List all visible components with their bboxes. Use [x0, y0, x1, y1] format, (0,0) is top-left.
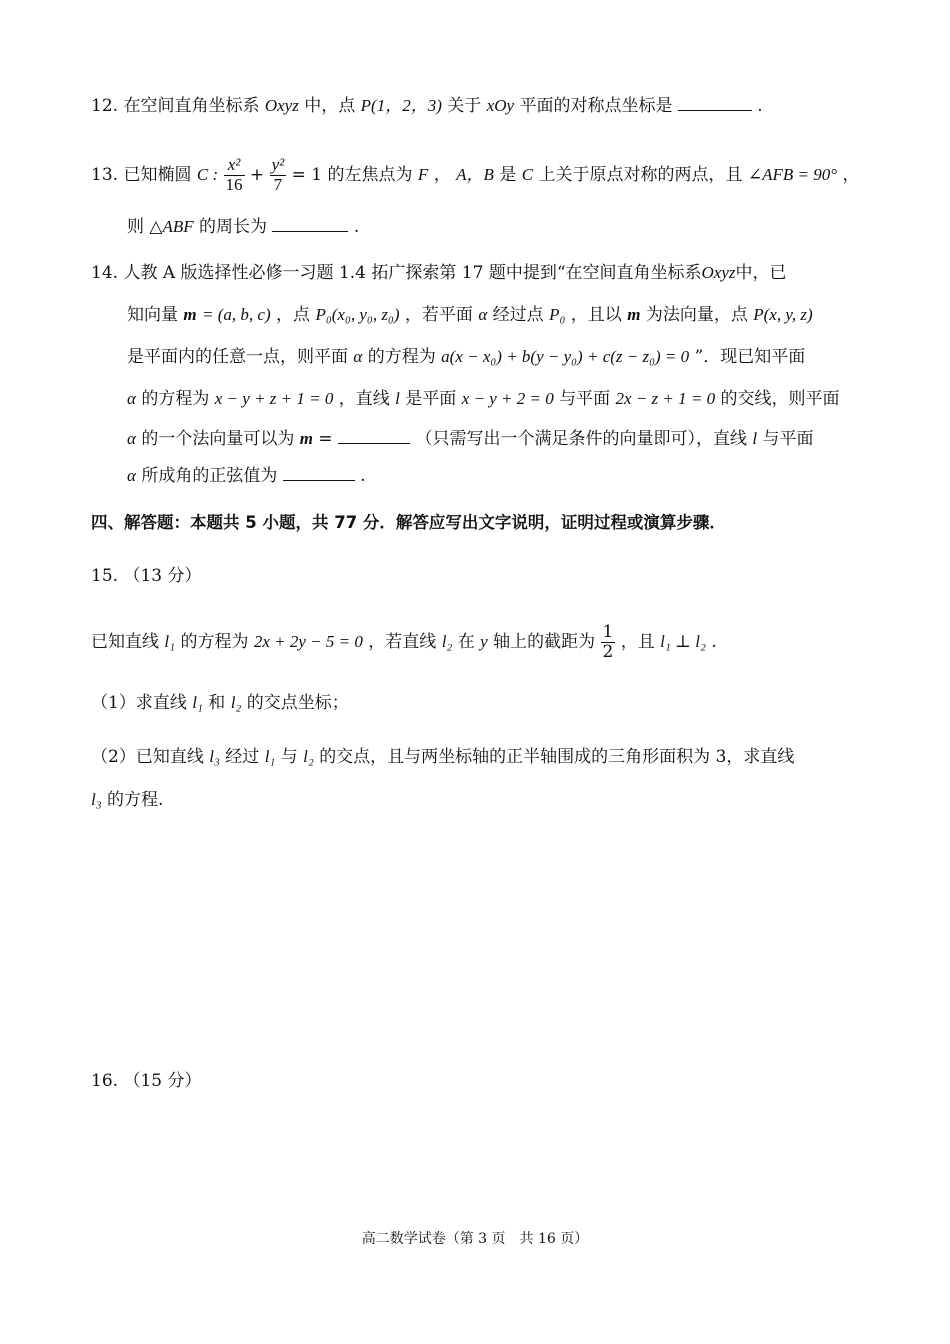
- answer-blank: [272, 213, 348, 232]
- q13-text: 则: [127, 217, 144, 237]
- q14-text: 人教 A 版选择性必修一习题 1.4 拓广探索第 17 题中提到“在空间直角坐标系: [123, 263, 702, 283]
- q12-number: 12.: [91, 96, 119, 116]
- alpha: α: [478, 305, 488, 324]
- q12-text: 关于: [447, 96, 482, 116]
- q13-plus: +: [249, 165, 265, 185]
- alpha: α: [127, 466, 136, 485]
- line-l2: l₂: [230, 693, 242, 712]
- vector-m: m: [183, 305, 197, 324]
- q14-text: 中，已: [735, 263, 787, 283]
- q13-text: 是: [499, 165, 517, 185]
- page-footer: 高二数学试卷（第 3 页 共 16 页）: [361, 1231, 589, 1247]
- q14-text: 的一个法向量可以为: [141, 429, 295, 449]
- section-4-heading: 四、解答题：本题共 5 小题，共 77 分．解答应写出文字说明，证明过程或演算步骤．: [91, 513, 726, 532]
- q15-text: 的方程为: [180, 632, 249, 652]
- q14-text: 经过点: [492, 305, 544, 325]
- question-16-header: 16. （15 分）: [91, 1071, 202, 1091]
- q14-plane-equation: a(x − x₀) + b(y − y₀) + c(z − z₀) = 0: [441, 347, 690, 366]
- question-14-line-4: [127, 386, 840, 412]
- q15-text: ，若直线: [368, 632, 437, 652]
- fraction-numerator: x²: [224, 156, 245, 176]
- q13-fraction-x: [224, 156, 245, 194]
- line-l3: l₃: [209, 747, 220, 766]
- q14-equation: 2x − z + 1 = 0: [615, 389, 716, 408]
- q14-end: .: [360, 466, 366, 486]
- question-15-header: 15. （13 分）: [91, 566, 202, 586]
- q14-equals: =: [318, 429, 333, 449]
- question-13-line-2: [127, 213, 359, 240]
- line-l: l: [752, 429, 758, 448]
- q14-text: ，直线: [338, 389, 390, 409]
- q13-fraction-y: [270, 156, 287, 194]
- q12-system: Oxyz: [264, 96, 299, 115]
- q15-text: 的交点，且与两坐标轴的正半轴围成的三角形面积为 3，求直线: [319, 747, 795, 767]
- question-14-line-5: [127, 425, 814, 452]
- q14-point-p0: P₀: [549, 305, 566, 324]
- fraction-numerator: 1: [602, 622, 614, 643]
- q14-number: 14.: [91, 263, 119, 283]
- fraction-denominator: 16: [225, 175, 243, 194]
- q14-text: 的方程为: [367, 347, 436, 367]
- q14-text: （只需写出一个满足条件的向量即可），直线: [415, 429, 747, 449]
- q15-text: .: [711, 632, 717, 652]
- q14-text: 知向量: [127, 305, 178, 325]
- y-axis: y: [480, 632, 488, 651]
- question-15-part-2: [91, 744, 794, 770]
- question-15-part-1: [91, 690, 349, 716]
- q14-text: ，点: [276, 305, 311, 325]
- q12-text: 平面的对称点坐标是: [519, 96, 673, 116]
- q14-text: ，若平面: [404, 305, 473, 325]
- alpha: α: [127, 429, 136, 448]
- question-12: [91, 92, 763, 119]
- q13-text: 已知椭圆: [123, 165, 192, 185]
- q14-system: Oxyz: [701, 263, 736, 282]
- q13-angle: ∠AFB = 90°: [747, 165, 838, 184]
- q14-point-p0: P₀(x₀, y₀, z₀): [315, 305, 400, 324]
- q14-point-p: P(x, y, z): [753, 305, 813, 324]
- q14-text: 的方程为: [141, 389, 210, 409]
- question-14-line-2: [127, 302, 813, 328]
- q15-perpendicular: l₁ ⊥ l₂: [660, 632, 706, 651]
- q13-number: 13.: [91, 165, 119, 185]
- line-l: l: [395, 389, 400, 408]
- q15-text: （2）已知直线: [91, 747, 204, 767]
- q13-focus: F: [417, 165, 429, 184]
- fraction-numerator: y²: [271, 155, 285, 175]
- alpha: α: [127, 389, 136, 408]
- q13-text: 的周长为: [199, 217, 268, 237]
- q14-equation: x − y + z + 1 = 0: [214, 389, 334, 408]
- question-15-part-2-line-2: [91, 787, 163, 813]
- line-l1: l₁: [264, 747, 276, 766]
- q15-text: ，且: [620, 632, 655, 652]
- q15-fraction: [601, 623, 616, 661]
- q14-text: 与平面: [559, 389, 611, 409]
- q13-curve-ref: C: [521, 165, 534, 184]
- q14-text: 为法向量，点: [645, 305, 748, 325]
- question-15-stem: [91, 620, 717, 664]
- q15-text: 已知直线: [91, 632, 159, 652]
- q15-text: 的交点坐标；: [246, 693, 349, 713]
- q13-text: ，: [842, 165, 860, 185]
- q14-text: ”．现已知平面: [694, 347, 806, 367]
- q12-text: 在空间直角坐标系: [123, 96, 260, 116]
- q12-point: P(1，2，3): [360, 96, 442, 115]
- q15-text: 的方程.: [107, 790, 164, 810]
- q13-text: 上关于原点对称的两点，且: [538, 165, 743, 185]
- q14-text: ，且以: [570, 305, 622, 325]
- question-13: [91, 153, 859, 197]
- fraction-denominator: 7: [273, 175, 283, 194]
- q15-text: （1）求直线: [91, 693, 187, 713]
- question-14-line-3: [127, 344, 805, 370]
- q13-text: 的左焦点为: [327, 165, 413, 185]
- q15-text: 和: [208, 693, 226, 713]
- line-l1: l₁: [192, 693, 203, 712]
- q15-text: 在: [457, 632, 475, 652]
- answer-blank: [283, 462, 355, 481]
- question-14-line-6: [127, 462, 366, 489]
- q14-text: 所成角的正弦值为: [141, 466, 278, 486]
- q14-text: 是平面内的任意一点，则平面: [127, 347, 348, 367]
- line-l1: l₁: [164, 632, 176, 651]
- q13-end: .: [353, 217, 360, 237]
- question-14: [91, 260, 787, 286]
- q12-text: 中，点: [304, 96, 356, 116]
- q15-text: 与: [280, 747, 298, 767]
- q13-points: A，B: [456, 165, 494, 184]
- q15-text: 经过: [225, 747, 260, 767]
- answer-blank: [678, 92, 752, 111]
- line-l3: l₃: [91, 790, 102, 809]
- q13-triangle: △ABF: [149, 217, 194, 236]
- q14-text: 是平面: [405, 389, 457, 409]
- q13-equals: = 1: [291, 165, 323, 185]
- answer-blank: [338, 425, 410, 444]
- q12-end: .: [757, 96, 763, 116]
- q14-text: 的交线，则平面: [720, 389, 840, 409]
- vector-m: m: [299, 429, 313, 448]
- alpha: α: [353, 347, 363, 366]
- line-l2: l₂: [441, 632, 453, 651]
- q15-text: 轴上的截距为: [493, 632, 596, 652]
- q13-text: ，: [433, 165, 451, 185]
- q14-equation: x − y + 2 = 0: [461, 389, 554, 408]
- fraction-denominator: 2: [602, 642, 614, 662]
- q15-equation: 2x + 2y − 5 = 0: [253, 632, 363, 651]
- q12-plane: xOy: [486, 96, 515, 115]
- line-l2: l₂: [303, 747, 314, 766]
- q14-vector: = (a, b, c): [202, 305, 271, 324]
- q14-text: 与平面: [762, 429, 814, 449]
- q13-curve: C :: [196, 165, 219, 184]
- vector-m: m: [627, 305, 641, 324]
